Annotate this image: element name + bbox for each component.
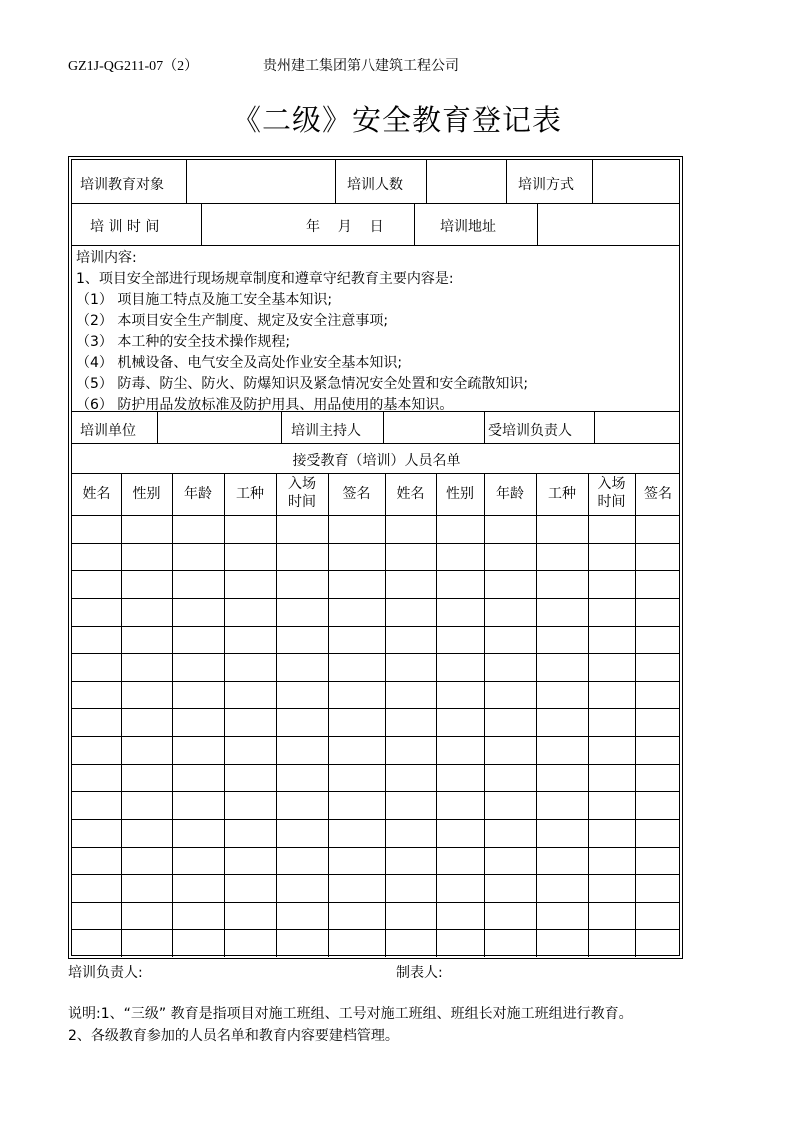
roster-cell[interactable]: [386, 765, 435, 791]
roster-cell[interactable]: [636, 903, 680, 929]
roster-cell[interactable]: [277, 737, 327, 763]
field-trainee-lead[interactable]: [596, 412, 679, 442]
roster-cell[interactable]: [329, 820, 384, 846]
roster-cell[interactable]: [636, 682, 680, 708]
roster-cell[interactable]: [225, 792, 275, 818]
roster-cell[interactable]: [485, 544, 535, 570]
content-line: （4） 机械设备、电气安全及高处作业安全基本知识;: [76, 355, 403, 371]
roster-cell[interactable]: [329, 654, 384, 680]
roster-cell[interactable]: [485, 792, 535, 818]
roster-cell[interactable]: [122, 516, 171, 542]
roster-cell[interactable]: [589, 709, 634, 735]
roster-cell[interactable]: [485, 571, 535, 597]
roster-cell[interactable]: [73, 516, 120, 542]
col-divider: [506, 160, 507, 203]
roster-cell[interactable]: [329, 709, 384, 735]
roster-cell[interactable]: [225, 737, 275, 763]
roster-cell[interactable]: [386, 903, 435, 929]
roster-cell[interactable]: [636, 765, 680, 791]
roster-cell[interactable]: [589, 930, 634, 956]
roster-cell[interactable]: [329, 544, 384, 570]
roster-cell[interactable]: [277, 903, 327, 929]
roster-cell[interactable]: [277, 820, 327, 846]
roster-cell[interactable]: [173, 627, 223, 653]
roster-cell[interactable]: [73, 544, 120, 570]
roster-cell[interactable]: [437, 654, 483, 680]
roster-cell[interactable]: [225, 848, 275, 874]
roster-cell[interactable]: [537, 654, 587, 680]
roster-cell[interactable]: [277, 848, 327, 874]
col-divider: [157, 411, 158, 443]
roster-cell[interactable]: [537, 627, 587, 653]
roster-cell[interactable]: [122, 599, 171, 625]
roster-cell[interactable]: [173, 516, 223, 542]
roster-cell[interactable]: [386, 930, 435, 956]
roster-cell[interactable]: [485, 737, 535, 763]
roster-cell[interactable]: [537, 820, 587, 846]
roster-cell[interactable]: [329, 627, 384, 653]
roster-cell[interactable]: [386, 709, 435, 735]
roster-cell[interactable]: [225, 599, 275, 625]
roster-cell[interactable]: [122, 848, 171, 874]
roster-cell[interactable]: [225, 571, 275, 597]
roster-cell[interactable]: [73, 765, 120, 791]
roster-cell[interactable]: [636, 848, 680, 874]
roster-cell[interactable]: [437, 516, 483, 542]
roster-cell[interactable]: [386, 544, 435, 570]
label-training-count: 培训人数: [347, 177, 403, 193]
col-divider: [594, 411, 595, 443]
roster-cell[interactable]: [225, 654, 275, 680]
roster-cell[interactable]: [73, 820, 120, 846]
roster-title: 接受教育（培训）人员名单: [292, 453, 461, 469]
roster-cell[interactable]: [636, 709, 680, 735]
row-divider: [72, 443, 679, 444]
roster-cell[interactable]: [277, 682, 327, 708]
roster-cell[interactable]: [73, 848, 120, 874]
roster-cell[interactable]: [277, 516, 327, 542]
training-content: [76, 248, 528, 416]
roster-cell[interactable]: [277, 709, 327, 735]
roster-cell[interactable]: [277, 571, 327, 597]
roster-cell[interactable]: [437, 765, 483, 791]
roster-cell[interactable]: [225, 682, 275, 708]
roster-cell[interactable]: [122, 654, 171, 680]
content-line: （2） 本项目安全生产制度、规定及安全注意事项;: [76, 313, 389, 329]
roster-cell[interactable]: [386, 627, 435, 653]
col-divider: [426, 160, 427, 203]
roster-cell[interactable]: [589, 627, 634, 653]
roster-cell[interactable]: [589, 654, 634, 680]
roster-cell[interactable]: [589, 765, 634, 791]
roster-cell[interactable]: [225, 765, 275, 791]
roster-cell[interactable]: [485, 875, 535, 901]
roster-cell[interactable]: [225, 820, 275, 846]
roster-cell[interactable]: [437, 903, 483, 929]
roster-cell[interactable]: [537, 599, 587, 625]
roster-cell[interactable]: [485, 709, 535, 735]
field-training-method[interactable]: [594, 161, 679, 202]
roster-cell[interactable]: [589, 903, 634, 929]
roster-cell[interactable]: [329, 875, 384, 901]
roster-cell[interactable]: [537, 516, 587, 542]
roster-cell[interactable]: [386, 848, 435, 874]
roster-cell[interactable]: [122, 792, 171, 818]
col-divider: [592, 160, 593, 203]
roster-cell[interactable]: [485, 903, 535, 929]
roster-cell[interactable]: [636, 571, 680, 597]
roster-cell[interactable]: [173, 875, 223, 901]
roster-cell[interactable]: [485, 930, 535, 956]
roster-cell[interactable]: [437, 599, 483, 625]
row-divider: [72, 245, 679, 246]
roster-cell[interactable]: [589, 682, 634, 708]
label-training-place: 培训地址: [440, 219, 496, 235]
form-title: 《二级》安全教育登记表: [231, 103, 562, 137]
document-code: GZ1J-QG211-07（2）: [68, 59, 199, 74]
roster-cell[interactable]: [386, 792, 435, 818]
roster-cell[interactable]: [73, 903, 120, 929]
roster-cell[interactable]: [73, 682, 120, 708]
roster-cell[interactable]: [173, 571, 223, 597]
label-training-target: 培训教育对象: [80, 177, 164, 193]
roster-cell[interactable]: [225, 930, 275, 956]
roster-cell[interactable]: [329, 765, 384, 791]
roster-cell[interactable]: [386, 682, 435, 708]
roster-cell[interactable]: [485, 516, 535, 542]
roster-cell[interactable]: [485, 682, 535, 708]
field-training-target[interactable]: [188, 161, 334, 202]
roster-header-cell: 入场 时间: [597, 476, 626, 510]
roster-cell[interactable]: [73, 737, 120, 763]
content-line: （3） 本工种的安全技术操作规程;: [76, 334, 291, 350]
roster-cell[interactable]: [636, 599, 680, 625]
roster-cell[interactable]: [537, 930, 587, 956]
roster-cell[interactable]: [173, 765, 223, 791]
roster-cell[interactable]: [437, 820, 483, 846]
field-training-host[interactable]: [385, 412, 483, 442]
label-training-host: 培训主持人: [291, 423, 361, 439]
roster-cell[interactable]: [225, 516, 275, 542]
content-label: 培训内容:: [76, 250, 137, 266]
roster-cell[interactable]: [225, 627, 275, 653]
roster-cell[interactable]: [329, 599, 384, 625]
roster-cell[interactable]: [437, 737, 483, 763]
roster-cell[interactable]: [225, 875, 275, 901]
roster-cell[interactable]: [589, 571, 634, 597]
roster-cell[interactable]: [173, 599, 223, 625]
roster-cell[interactable]: [122, 875, 171, 901]
roster-cell[interactable]: [73, 654, 120, 680]
roster-cell[interactable]: [122, 627, 171, 653]
roster-cell[interactable]: [437, 544, 483, 570]
roster-header-cell: 性别: [446, 486, 474, 502]
roster-cell[interactable]: [537, 682, 587, 708]
roster-cell[interactable]: [225, 709, 275, 735]
content-line: （6） 防护用品发放标准及防护用具、用品使用的基本知识。: [76, 397, 454, 413]
roster-cell[interactable]: [277, 930, 327, 956]
roster-cell[interactable]: [437, 792, 483, 818]
roster-cell[interactable]: [122, 544, 171, 570]
roster-cell[interactable]: [636, 627, 680, 653]
roster-cell[interactable]: [277, 765, 327, 791]
roster-cell[interactable]: [73, 930, 120, 956]
col-divider: [537, 203, 538, 245]
roster-cell[interactable]: [537, 571, 587, 597]
roster-cell[interactable]: [173, 654, 223, 680]
roster-cell[interactable]: [485, 654, 535, 680]
col-divider: [383, 411, 384, 443]
roster-header-cell: 年龄: [496, 486, 524, 502]
roster-cell[interactable]: [537, 544, 587, 570]
roster-cell[interactable]: [329, 848, 384, 874]
roster-cell[interactable]: [329, 737, 384, 763]
roster-cell[interactable]: [386, 820, 435, 846]
roster-cell[interactable]: [277, 627, 327, 653]
roster-cell[interactable]: [537, 792, 587, 818]
roster-cell[interactable]: [589, 792, 634, 818]
roster-cell[interactable]: [386, 599, 435, 625]
roster-cell[interactable]: [73, 875, 120, 901]
roster-cell[interactable]: [636, 792, 680, 818]
content-line: 1、项目安全部进行现场规章制度和遵章守纪教育主要内容是:: [76, 271, 454, 287]
roster-cell[interactable]: [636, 930, 680, 956]
roster-cell[interactable]: [122, 903, 171, 929]
roster-cell[interactable]: [537, 737, 587, 763]
roster-cell[interactable]: [589, 737, 634, 763]
roster-header-cell: 签名: [644, 486, 672, 502]
roster-cell[interactable]: [437, 848, 483, 874]
roster-cell[interactable]: [225, 544, 275, 570]
roster-cell[interactable]: [122, 737, 171, 763]
roster-cell[interactable]: [589, 848, 634, 874]
roster-cell[interactable]: [537, 848, 587, 874]
roster-cell[interactable]: [589, 599, 634, 625]
roster-header-cell: 姓名: [82, 486, 111, 502]
registration-form: [68, 156, 683, 959]
roster-cell[interactable]: [636, 544, 680, 570]
roster-header-cell: 姓名: [396, 486, 425, 502]
roster-cell[interactable]: [173, 903, 223, 929]
roster-cell[interactable]: [589, 544, 634, 570]
roster-cell[interactable]: [277, 654, 327, 680]
roster-cell[interactable]: [173, 820, 223, 846]
roster-cell[interactable]: [122, 820, 171, 846]
roster-cell[interactable]: [485, 599, 535, 625]
roster-cell[interactable]: [225, 903, 275, 929]
field-training-unit[interactable]: [159, 412, 280, 442]
roster-cell[interactable]: [173, 682, 223, 708]
roster-cell[interactable]: [537, 875, 587, 901]
roster-cell[interactable]: [485, 627, 535, 653]
roster-cell[interactable]: [485, 820, 535, 846]
label-training-unit: 培训单位: [80, 423, 136, 439]
roster-cell[interactable]: [329, 792, 384, 818]
roster-cell[interactable]: [386, 737, 435, 763]
col-divider: [281, 411, 282, 443]
roster-cell[interactable]: [122, 930, 171, 956]
roster-cell[interactable]: [329, 930, 384, 956]
roster-cell[interactable]: [437, 709, 483, 735]
roster-cell[interactable]: [277, 599, 327, 625]
roster-header-cell: 入场 时间: [288, 476, 316, 510]
roster-cell[interactable]: [437, 627, 483, 653]
roster-cell[interactable]: [537, 765, 587, 791]
roster-cell[interactable]: [437, 571, 483, 597]
roster-cell[interactable]: [173, 930, 223, 956]
roster-cell[interactable]: [437, 930, 483, 956]
roster-cell[interactable]: [537, 709, 587, 735]
col-divider: [201, 203, 202, 245]
roster-cell[interactable]: [73, 792, 120, 818]
label-form-maker: 制表人:: [396, 965, 443, 981]
roster-cell[interactable]: [386, 571, 435, 597]
label-training-time: 培 训 时 间: [90, 219, 160, 235]
roster-cell[interactable]: [173, 544, 223, 570]
content-line: （1） 项目施工特点及施工安全基本知识;: [76, 292, 333, 308]
roster-cell[interactable]: [329, 571, 384, 597]
roster-cell[interactable]: [485, 765, 535, 791]
roster-cell[interactable]: [589, 820, 634, 846]
roster-cell[interactable]: [122, 765, 171, 791]
roster-header-cell: 签名: [342, 486, 371, 502]
roster-cell[interactable]: [329, 516, 384, 542]
roster-cell[interactable]: [589, 516, 634, 542]
col-divider: [414, 203, 415, 245]
roster-cell[interactable]: [329, 903, 384, 929]
field-training-place[interactable]: [539, 204, 679, 244]
roster-header-cell: 年龄: [184, 486, 212, 502]
roster-cell[interactable]: [122, 682, 171, 708]
roster-cell[interactable]: [386, 875, 435, 901]
roster-cell[interactable]: [636, 875, 680, 901]
roster-cell[interactable]: [73, 627, 120, 653]
roster-header-cell: 工种: [236, 486, 264, 502]
roster-cell[interactable]: [73, 599, 120, 625]
roster-cell[interactable]: [636, 516, 680, 542]
roster-cell[interactable]: [386, 516, 435, 542]
roster-header-cell: 工种: [548, 486, 576, 502]
col-divider: [335, 160, 336, 203]
field-training-date[interactable]: 年 月 日: [306, 219, 384, 235]
roster-cell[interactable]: [277, 544, 327, 570]
label-responsible-person: 培训负责人:: [68, 965, 143, 981]
roster-cell[interactable]: [636, 654, 680, 680]
roster-cell[interactable]: [437, 875, 483, 901]
roster-cell[interactable]: [589, 875, 634, 901]
note-line: 2、各级教育参加的人员名单和教育内容要建档管理。: [68, 1028, 399, 1044]
roster-cell[interactable]: [636, 737, 680, 763]
form-grid: [71, 159, 680, 956]
roster-cell[interactable]: [485, 848, 535, 874]
content-line: （5） 防毒、防尘、防火、防爆知识及紧急情况安全处置和安全疏散知识;: [76, 376, 529, 392]
note-line: 说明:1、“三级” 教育是指项目对施工班组、工号对施工班组、班组长对施工班组进行教育。: [68, 1006, 633, 1022]
roster-cell[interactable]: [277, 792, 327, 818]
roster-cell[interactable]: [173, 737, 223, 763]
roster-cell[interactable]: [173, 792, 223, 818]
roster-cell[interactable]: [537, 903, 587, 929]
roster-cell[interactable]: [277, 875, 327, 901]
label-trainee-lead: 受培训负责人: [488, 423, 572, 439]
col-divider: [186, 160, 187, 203]
roster-cell[interactable]: [122, 571, 171, 597]
field-training-count[interactable]: [428, 161, 505, 202]
roster-cell[interactable]: [636, 820, 680, 846]
roster-cell[interactable]: [329, 682, 384, 708]
roster-cell[interactable]: [73, 709, 120, 735]
roster-cell[interactable]: [386, 654, 435, 680]
roster-cell[interactable]: [173, 848, 223, 874]
company-name: 贵州建工集团第八建筑工程公司: [263, 58, 459, 74]
col-divider: [484, 411, 485, 443]
roster-header-cell: 性别: [132, 486, 161, 502]
roster-cell[interactable]: [437, 682, 483, 708]
roster-cell[interactable]: [122, 709, 171, 735]
roster-cell[interactable]: [173, 709, 223, 735]
label-training-method: 培训方式: [518, 177, 574, 193]
roster-cell[interactable]: [73, 571, 120, 597]
